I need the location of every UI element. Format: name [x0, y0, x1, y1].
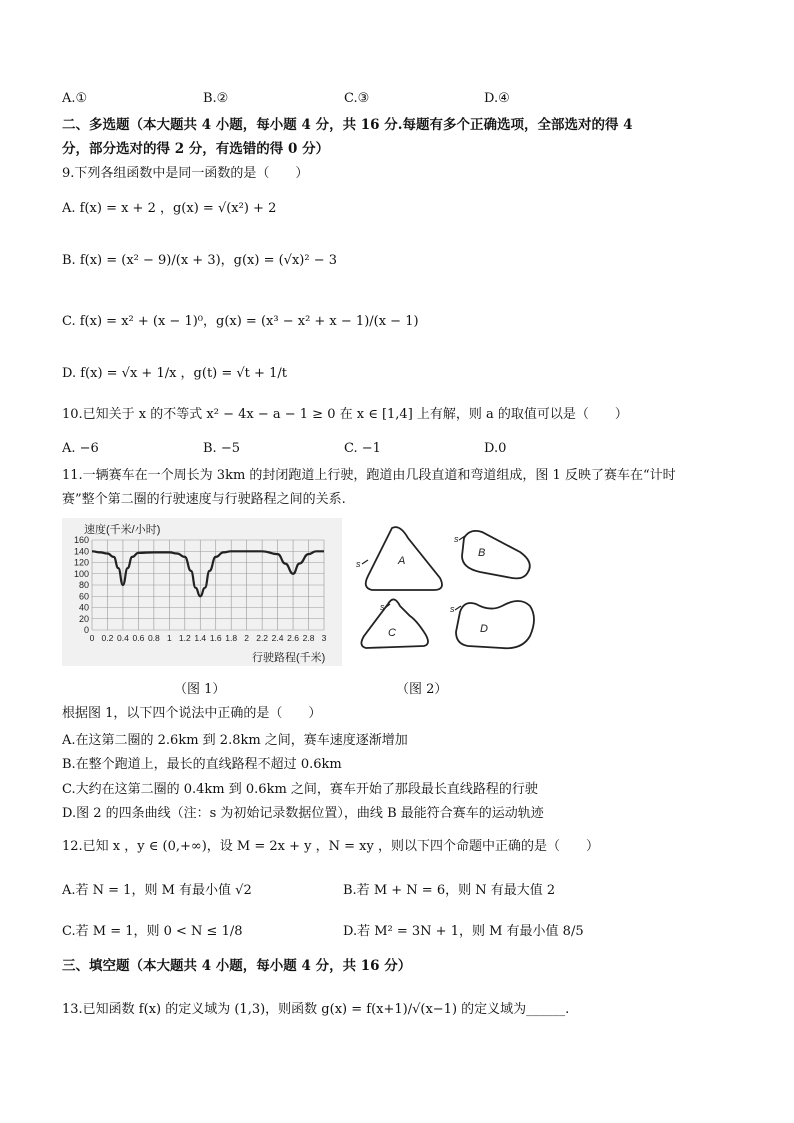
q11-option-b: B.在整个跑道上，最长的直线路程不超过 0.6km — [62, 757, 342, 772]
q11-stem-line1: 11.一辆赛车在一个周长为 3km 的封闭跑道上行驶，跑道由几段直道和弯道组成，图 1 反映了赛车在“计时 — [62, 468, 676, 483]
q8-option-b: B.② — [203, 91, 229, 106]
chart-y-tick-label: 0 — [83, 625, 89, 635]
chart-x-tick-label: 2.8 — [302, 633, 315, 643]
track-start-label-c: s — [380, 602, 385, 612]
q12-stem: 12.已知 x ，y ∈ (0,+∞)，设 M = 2x + y ，N = xy ，则以下四个命题中正确的是（ ） — [62, 839, 599, 854]
track-curves-figure — [352, 520, 542, 660]
q9-option-b: B. f(x) = (x² − 9)/(x + 3)，g(x) = (√x)² − 3 — [62, 253, 338, 268]
q11-option-c: C.大约在这第二圈的 0.4km 到 0.6km 之间，赛车开始了那段最长直线路程的行驶 — [62, 782, 538, 797]
q13-stem: 13.已知函数 f(x) 的定义域为 (1,3)，则函数 g(x) = f(x+1)/√(x−1) 的定义域为______. — [62, 1002, 570, 1017]
track-start-label-b: s — [454, 534, 459, 544]
chart-y-tick-label: 80 — [78, 580, 89, 590]
q8-option-d: D.④ — [484, 91, 510, 106]
chart-x-tick-label: 0.8 — [147, 633, 160, 643]
chart-x-tick-label: 0 — [89, 633, 95, 643]
q11-prompt: 根据图 1，以下四个说法中正确的是（ ） — [62, 706, 322, 721]
figure2-caption: （图 2） — [396, 682, 448, 697]
q9-option-a: A. f(x) = x + 2 ，g(x) = √(x²) + 2 — [62, 201, 277, 216]
q9-option-c: C. f(x) = x² + (x − 1)⁰，g(x) = (x³ − x² + x − 1)/(x − 1) — [62, 314, 419, 329]
q12-option-c: C.若 M = 1，则 0 < N ≤ 1/8 — [62, 924, 243, 939]
q10-option-c: C. −1 — [344, 441, 381, 456]
q9-option-d: D. f(x) = √x + 1/x ，g(t) = √t + 1/t — [62, 366, 287, 381]
q12-option-b: B.若 M + N = 6，则 N 有最大值 2 — [343, 883, 556, 898]
track-curve-c — [361, 599, 428, 648]
track-start-label-d: s — [450, 604, 455, 614]
chart-x-tick-label: 0.6 — [132, 633, 145, 643]
q10-option-b: B. −5 — [203, 441, 240, 456]
track-label-d: D — [480, 623, 488, 635]
chart-x-tick-label: 2 — [244, 633, 250, 643]
track-curve-b — [462, 531, 530, 579]
chart-x-tick-label: 0.4 — [117, 633, 129, 643]
q11-option-d: D.图 2 的四条曲线（注：s 为初始记录数据位置），曲线 B 最能符合赛车的运动轨迹 — [62, 806, 544, 821]
q10-stem: 10.已知关于 x 的不等式 x² − 4x − a − 1 ≥ 0 在 x ∈ [1,4] 上有解，则 a 的取值可以是（ ） — [62, 407, 628, 422]
chart-y-tick-label: 60 — [78, 591, 89, 602]
chart-x-tick-label: 3 — [321, 633, 327, 643]
track-start-label-a: s — [356, 559, 361, 569]
q10-option-d: D.0 — [484, 441, 507, 456]
q11-option-a: A.在这第二圈的 2.6km 到 2.8km 之间，赛车速度逐渐增加 — [62, 733, 408, 748]
chart-y-tick-label: 140 — [73, 546, 89, 557]
chart-y-tick-label: 100 — [73, 568, 89, 579]
chart-y-tick-label: 40 — [78, 602, 89, 613]
chart-x-axis-label: 行驶路程(千米) — [252, 652, 326, 664]
q10-option-a: A. −6 — [62, 441, 99, 456]
q8-option-a: A.① — [62, 91, 88, 106]
track-start-arrow-a — [362, 560, 368, 564]
section2-heading-line1: 二、多选题（本大题共 4 小题，每小题 4 分，共 16 分.每题有多个正确选项，全部选对的得 4 — [62, 117, 633, 133]
q9-stem: 9.下列各组函数中是同一函数的是（ ） — [62, 166, 309, 181]
chart-x-tick-label: 1.8 — [225, 633, 238, 643]
speed-distance-chart — [62, 518, 342, 666]
chart-y-tick-label: 160 — [73, 535, 89, 545]
chart-x-tick-label: 1.2 — [178, 633, 191, 643]
chart-x-tick-label: 2.4 — [271, 633, 284, 643]
chart-x-tick-label: 1.6 — [209, 633, 222, 643]
figure1-caption: （图 1） — [174, 682, 226, 697]
chart-x-tick-label: 1 — [166, 633, 172, 643]
track-label-a: A — [398, 555, 406, 567]
chart-x-tick-label: 1.4 — [194, 633, 207, 643]
chart-x-tick-label: 2.2 — [256, 633, 269, 643]
chart-y-axis-label: 速度(千米/小时) — [84, 524, 161, 536]
section3-heading: 三、填空题（本大题共 4 小题，每小题 4 分，共 16 分） — [62, 958, 412, 974]
track-curve-d — [456, 601, 534, 648]
chart-x-tick-label: 2.6 — [287, 633, 299, 643]
section2-heading-line2: 分，部分选对的得 2 分，有选错的得 0 分） — [62, 141, 330, 157]
track-label-b: B — [478, 547, 486, 559]
chart-y-tick-label: 20 — [78, 613, 89, 624]
q12-option-d: D.若 M² = 3N + 1，则 M 有最小值 8/5 — [343, 924, 584, 939]
q12-option-a: A.若 N = 1，则 M 有最小值 √2 — [62, 883, 252, 898]
track-label-c: C — [388, 627, 396, 639]
q8-option-c: C.③ — [344, 91, 370, 106]
chart-y-tick-label: 120 — [73, 557, 89, 568]
q11-stem-line2: 赛”整个第二圈的行驶速度与行驶路程之间的关系. — [62, 492, 346, 507]
chart-x-tick-label: 0.2 — [101, 633, 114, 643]
